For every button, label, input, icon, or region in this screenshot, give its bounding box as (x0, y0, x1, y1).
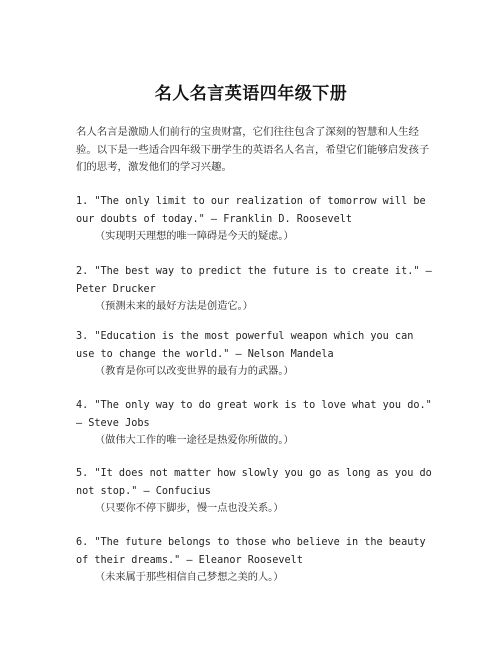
quote-english: 6. "The future belongs to those who believe in the beauty of their dreams." — Eleanor Roosevelt (76, 537, 426, 566)
quote-item-3 (76, 328, 436, 381)
quote-translation: （做伟大工作的唯一途径是热爱你所做的。） (95, 435, 294, 446)
quote-item-1 (76, 193, 436, 246)
page-title: 名人名言英语四年级下册 (154, 84, 348, 104)
quote-translation: （预测未来的最好方法是创造它。） (95, 301, 253, 312)
quote-english: 4. "The only way to do great work is to love what you do." — Steve Jobs (76, 400, 432, 429)
quote-translation: （未来属于那些相信自己梦想之美的人。） (95, 572, 284, 583)
quote-english: 3. "Education is the most powerful weapon which you can use to change the world." — Nelson Mandela (76, 331, 414, 360)
quote-item-4 (76, 397, 436, 450)
quote-item-6 (76, 534, 436, 587)
quote-item-2 (76, 263, 436, 316)
quote-translation: （教育是你可以改变世界的最有力的武器。） (95, 366, 294, 377)
quote-translation: （只要你不停下脚步，慢一点也没关系。） (95, 503, 284, 514)
quote-item-5 (76, 465, 436, 518)
quote-english: 2. "The best way to predict the future is to create it." — Peter Drucker (76, 266, 432, 295)
quote-translation: （实现明天理想的唯一障碍是今天的疑虑。） (95, 231, 294, 242)
quote-english: 5. "It does not matter how slowly you go as long as you do not stop." — Confucius (76, 468, 432, 497)
quote-english: 1. "The only limit to our realization of tomorrow will be our doubts of today." — Franklin D. Roosevelt (76, 196, 426, 225)
intro-paragraph: 名人名言是激励人们前行的宝贵财富，它们往往包含了深刻的智慧和人生经验。以下是一些适合四年级下册学生的英语名人名言，希望它们能够启发孩子们的思考，激发他们的学习兴趣。 (76, 126, 430, 173)
